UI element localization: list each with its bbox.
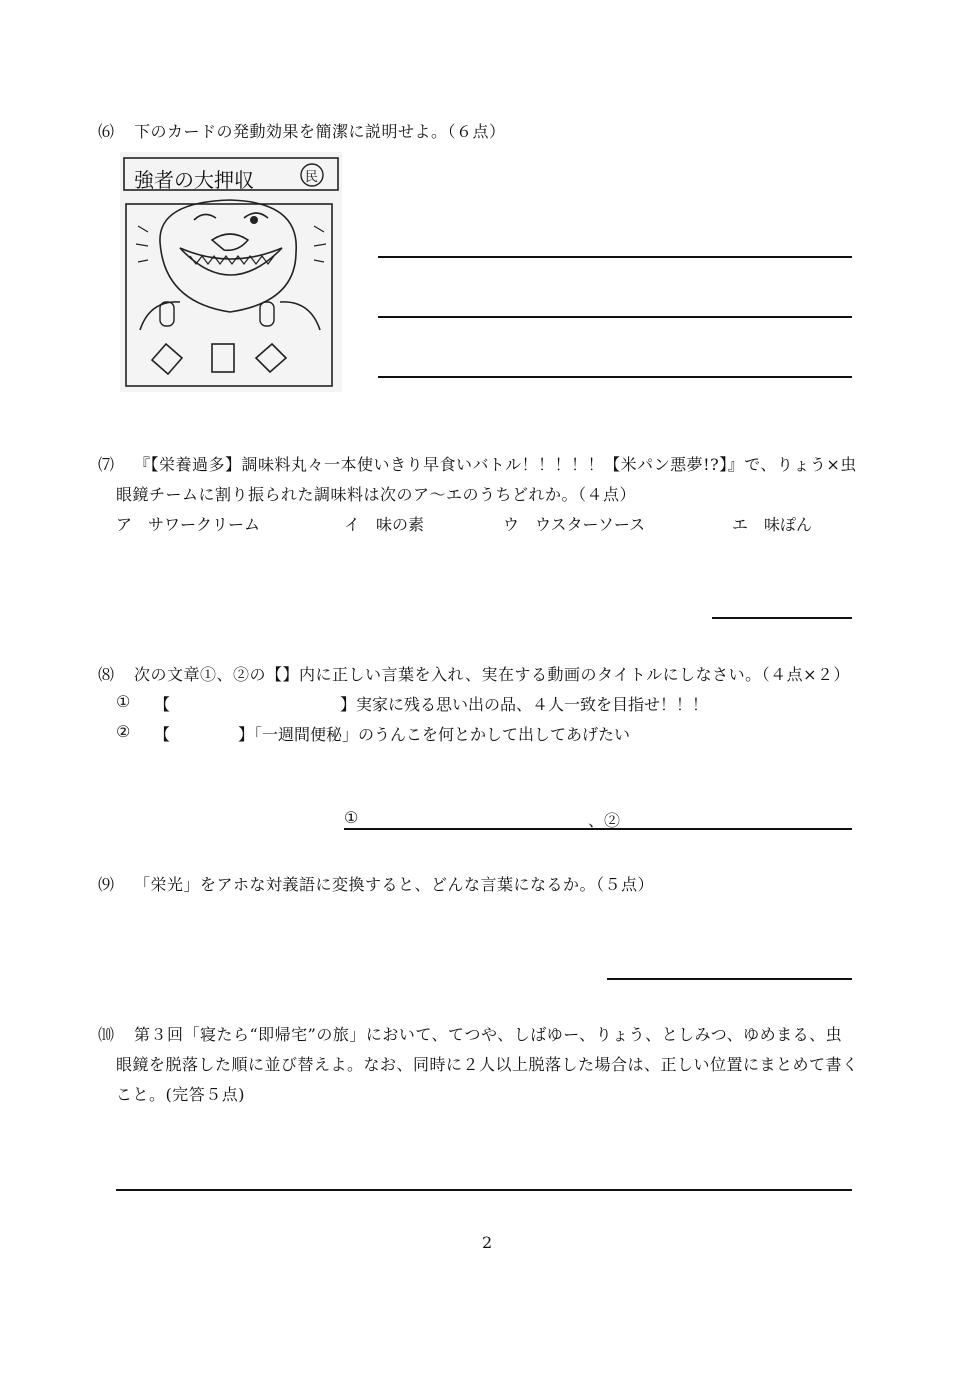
q7-prompt-line-2: 眼鏡チームに割り振られた調味料は次のア～エのうちどれか。（４点） xyxy=(116,485,637,504)
q9-number: ⑼ xyxy=(98,875,115,894)
q8-item-2-title: 】「一週間便秘」のうんこを何とかして出してあげたい xyxy=(238,725,631,744)
q10-number: ⑽ xyxy=(98,1025,115,1044)
q7-prompt-line-1: 『【栄養過多】調味料丸々一本使いきり早食いバトル！！！！！【米パン悪夢!?】』で、りょう×虫 xyxy=(134,455,857,474)
q8-answer-line[interactable] xyxy=(344,828,852,830)
q6-answer-line-2[interactable] xyxy=(378,316,852,318)
q7-choice-i: イ 味の素 xyxy=(344,515,425,534)
q10-answer-line[interactable] xyxy=(116,1189,852,1191)
q6-answer-line-3[interactable] xyxy=(378,376,852,378)
q8-prompt: 次の文章①、②の【】内に正しい言葉を入れ、実在する動画のタイトルにしなさい。（４点×２） xyxy=(134,665,851,684)
q7-choice-u: ウ ウスターソース xyxy=(503,515,646,534)
q7-choice-e: エ 味ぽん xyxy=(732,515,813,534)
q8-item-1-title: 】実家に残る思い出の品、４人一致を目指せ！！！ xyxy=(340,695,709,714)
card-badge: 民 xyxy=(305,170,319,185)
card-title: 強者の大押収 xyxy=(134,168,254,192)
q8-answer-2-label: 、② xyxy=(588,811,621,830)
q10-prompt-line-2: 眼鏡を脱落した順に並び替えよ。なお、同時に２人以上脱落した場合は、正しい位置にまとめて書く xyxy=(116,1055,859,1074)
q7-answer-line[interactable] xyxy=(712,617,852,619)
q8-answer-1-label: ① xyxy=(344,808,359,827)
q8-item-1-mark: ① xyxy=(116,692,131,711)
q9-prompt: 「栄光」をアホな対義語に変換すると、どんな言葉になるか。（５点） xyxy=(134,875,655,894)
q6-number: ⑹ xyxy=(98,122,115,141)
q10-prompt-line-1: 第３回「寝たら“即帰宅”の旅」において、てつや、しばゆー、りょう、としみつ、ゆめまる、虫 xyxy=(134,1025,843,1044)
q7-number: ⑺ xyxy=(98,455,115,474)
q10-prompt-line-3: こと。(完答５点) xyxy=(116,1085,245,1104)
q7-choice-a: ア サワークリーム xyxy=(116,515,261,534)
q6-answer-line-1[interactable] xyxy=(378,256,852,258)
q8-number: ⑻ xyxy=(98,665,115,684)
q8-item-1-open-bracket: 【 xyxy=(154,695,171,714)
q8-item-2-open-bracket: 【 xyxy=(154,725,171,744)
card-illustration xyxy=(120,152,342,392)
q8-item-2-mark: ② xyxy=(116,722,131,741)
q6-prompt: 下のカードの発動効果を簡潔に説明せよ。（６点） xyxy=(134,122,506,141)
q9-answer-line[interactable] xyxy=(607,978,852,980)
page-number: 2 xyxy=(482,1233,493,1252)
